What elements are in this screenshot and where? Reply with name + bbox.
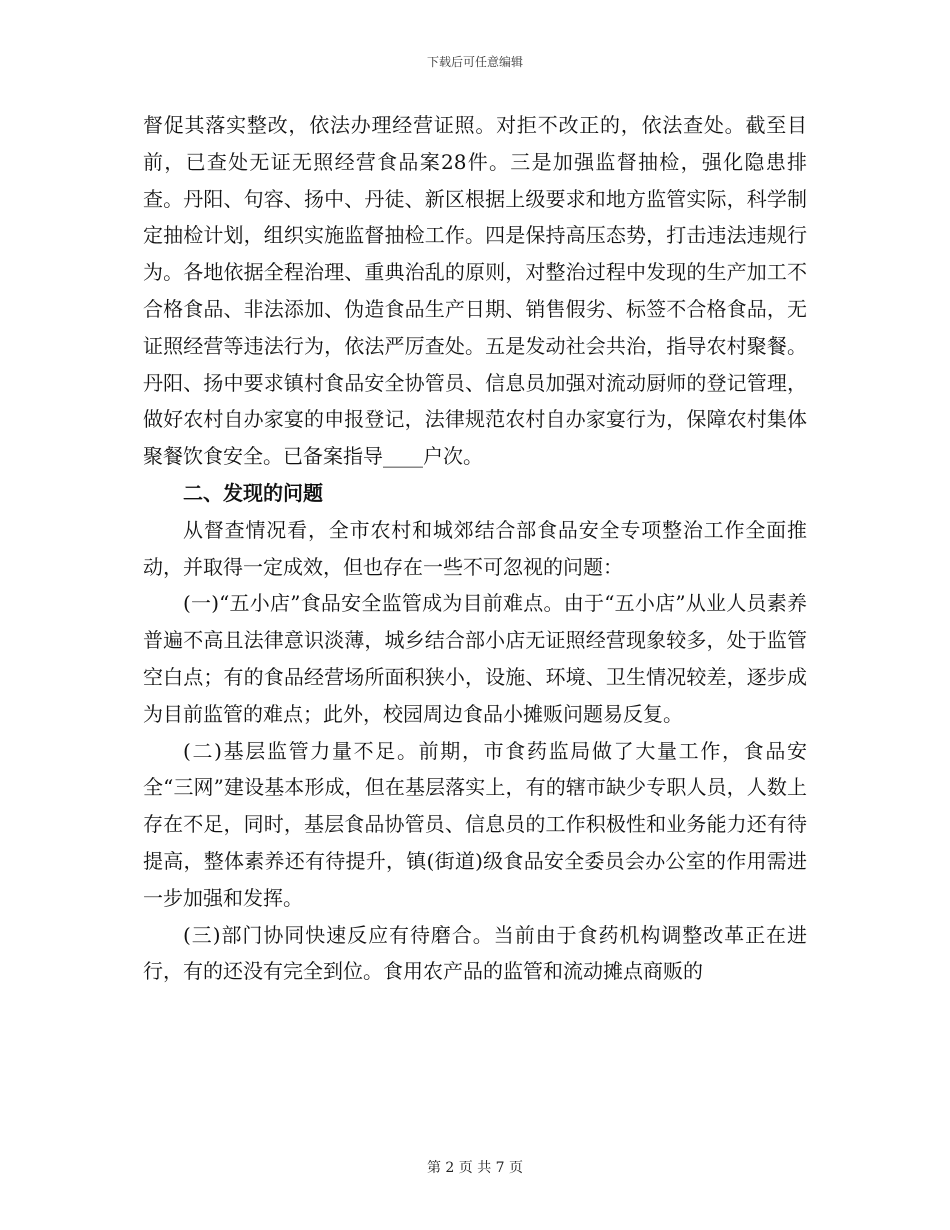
intro-paragraph: 从督查情况看，全市农村和城郊结合部食品安全专项整治工作全面推动，并取得一定成效，但也存在一些不可忽视的问题： (143, 517, 807, 579)
problem-2-paragraph: (二)基层监管力量不足。前期，市食药监局做了大量工作，食品安全“三网”建设基本形成，但在基层落实上，有的辖市缺少专职人员，人数上存在不足，同时，基层食品协管员、信息员的工作积极性和业务能力还有待提高，整体素养还有待提升，镇(街道)级食品安全委员会办公室的作用需进一步加强和发挥。 (143, 738, 807, 910)
section-heading: 二、发现的问题 (183, 480, 323, 505)
problem-1-paragraph: (一)“五小店”食品安全监管成为目前难点。由于“五小店”从业人员素养普遍不高且法律意识淡薄，城乡结合部小店无证照经营现象较多，处于监管空白点；有的食品经营场所面积狭小，设施、环境、卫生情况较差，逐步成为目前监管的难点；此外，校园周边食品小摊贩问题易反复。 (143, 591, 807, 726)
document-body (143, 107, 807, 990)
page-header: 下载后可任意编辑 (426, 55, 523, 69)
page-footer: 第 2 页 共 7 页 (426, 1160, 524, 1176)
paragraph-continued: 督促其落实整改，依法办理经营证照。对拒不改正的，依法查处。截至目前，已查处无证无照经营食品案28件。三是加强监督抽检，强化隐患排查。丹阳、句容、扬中、丹徒、新区根据上级要求和地方监管实际，科学制定抽检计划，组织实施监督抽检工作。四是保持高压态势，打击违法违规行为。各地依据全程治理、重典治乱的原则，对整治过程中发现的生产加工不合格食品、非法添加、伪造食品生产日期、销售假劣、标签不合格食品，无证照经营等违法行为，依法严厉查处。五是发动社会共治，指导农村聚餐。丹阳、扬中要求镇村食品安全协管员、信息员加强对流动厨师的登记管理，做好农村自办家宴的申报登记，法律规范农村自办家宴行为，保障农村集体聚餐饮食安全。已备案指导____户次。 (143, 113, 807, 469)
problem-3-paragraph: (三)部门协同快速反应有待磨合。当前由于食药机构调整改革正在进行，有的还没有完全到位。食用农产品的监管和流动摊点商贩的 (143, 922, 807, 984)
